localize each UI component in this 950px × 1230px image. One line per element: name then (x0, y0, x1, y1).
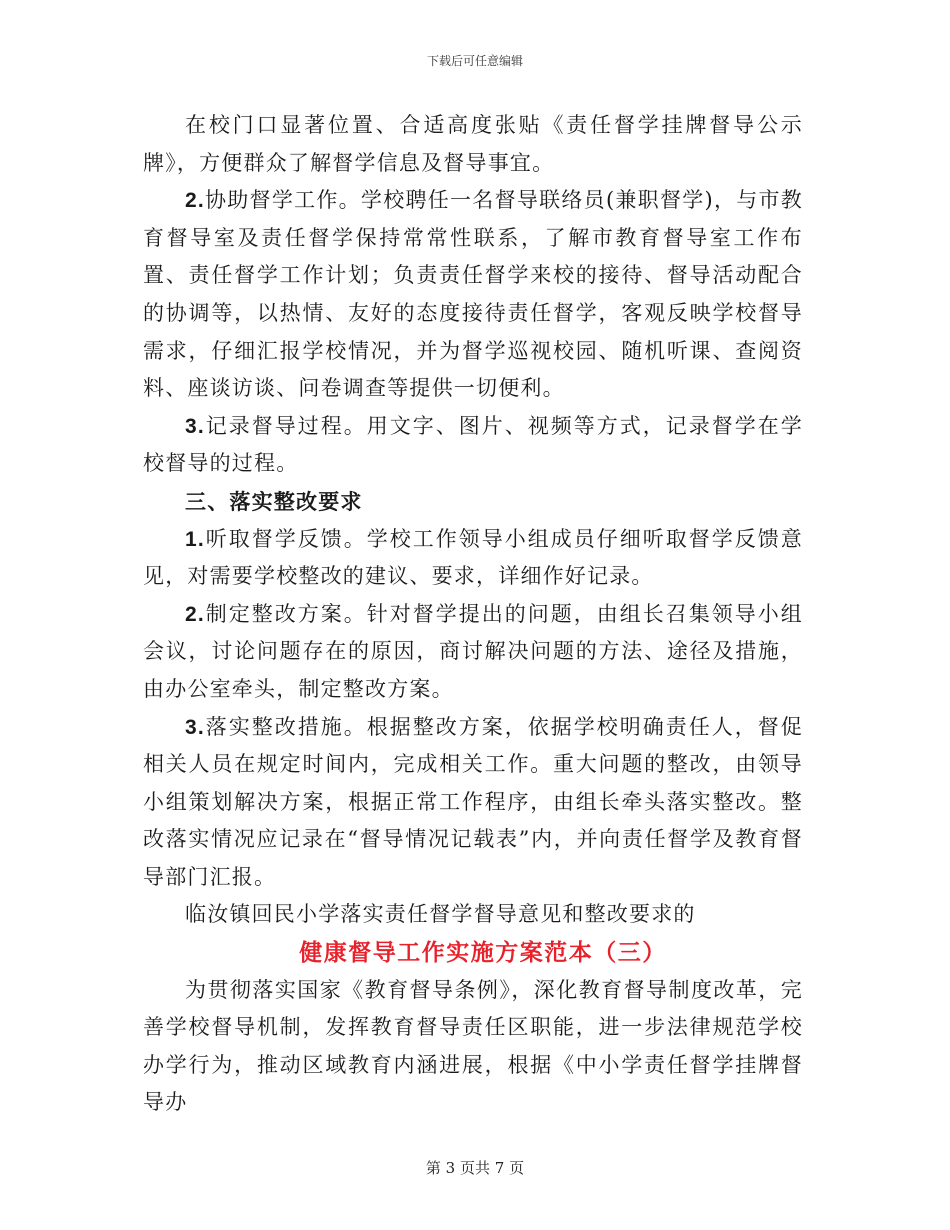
item-number: 1. (185, 527, 205, 551)
paragraph-rectification-measures (143, 709, 803, 897)
paragraph-intro: 为贯彻落实国家《教育督导条例》，深化教育督导制度改革，完善学校督导机制，发挥教育督导责任区职能，进一步法律规范学校办学行为，推动区域教育内涵进展，根据《中小学责任督学挂牌督导办 (143, 977, 803, 1115)
document-body (143, 107, 803, 1122)
paragraph-text: 协助督学工作。学校聘任一名督导联络员(兼职督学)，与市教育督导室及责任督学保持常常性联系，了解市教育督导室工作布置、责任督学工作计划；负责责任督学来校的接待、督导活动配合的协调等，以热情、友好的态度接待责任督学，客观反映学校督导需求，仔细汇报学校情况，并为督学巡视校园、随机听课、查阅资料、座谈访谈、问卷调查等提供一切便利。 (143, 188, 803, 401)
paragraph-feedback (143, 521, 803, 596)
paragraph-text: 记录督导过程。用文字、图片、视频等方式，记录督学在学校督导的过程。 (143, 413, 803, 476)
paragraph-text: 落实整改措施。根据整改方案，依据学校明确责任人，督促相关人员在规定时间内，完成相关工作。重大问题的整改，由领导小组策划解决方案，根据正常工作程序，由组长牵头落实整改。整改落实情况应记录在“督导情况记载表”内，并向责任督学及教育督导部门汇报。 (143, 714, 803, 889)
paragraph-closing: 临汝镇回民小学落实责任督学督导意见和整改要求的 (185, 902, 696, 927)
paragraph-notice-board: 在校门口显著位置、合适高度张贴《责任督学挂牌督导公示牌》，方便群众了解督学信息及督导事宜。 (143, 113, 803, 175)
item-number: 2. (185, 602, 205, 626)
item-number: 3. (185, 715, 205, 739)
paragraph-rectification-plan (143, 596, 803, 709)
paragraph-text: 听取督学反馈。学校工作领导小组成员仔细听取督学反馈意见，对需要学校整改的建议、要求，详细作好记录。 (143, 526, 803, 589)
page-number: 第 3 页共 7 页 (425, 1159, 525, 1177)
paragraph-record-process (143, 408, 803, 483)
paragraph-assist-inspection (143, 182, 803, 408)
header-note: 下载后可任意编辑 (426, 54, 523, 68)
section-heading: 三、落实整改要求 (185, 488, 363, 514)
item-number: 3. (185, 414, 205, 438)
paragraph-text: 制定整改方案。针对督学提出的问题，由组长召集领导小组会议，讨论问题存在的原因，商讨解决问题的方法、途径及措施，由办公室牵头，制定整改方案。 (143, 601, 803, 701)
document-title: 健康督导工作实施方案范本（三） (299, 939, 667, 967)
item-number: 2. (185, 189, 205, 213)
